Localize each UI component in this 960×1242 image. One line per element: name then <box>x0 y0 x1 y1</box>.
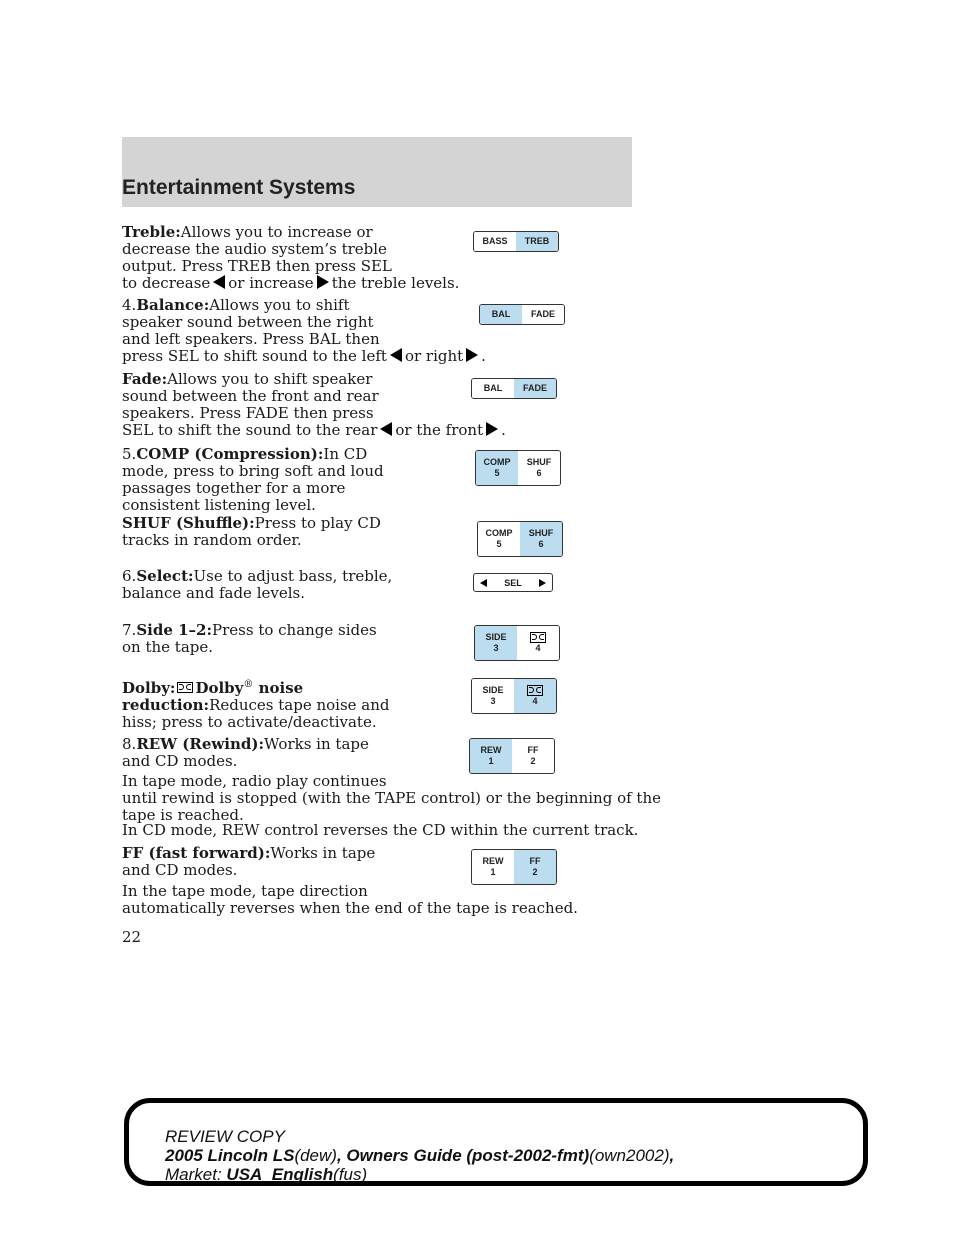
side-text: 7.Side 1–2:Press to change sides on the tape. <box>122 621 377 656</box>
comp-shuf-button-illustration-2 <box>477 521 563 557</box>
balance-text: 4.Balance:Allows you to shift speaker sound between the right and left speakers. Press BAL then press SEL to shift sound to the left or right . <box>122 296 486 365</box>
rew-text: 8.REW (Rewind):Works in tape and CD modes. <box>122 735 369 770</box>
shuf-text: SHUF (Shuffle):Press to play CD tracks in random order. <box>122 514 381 549</box>
side-dolby-button-illustration-2 <box>471 678 557 714</box>
rew-ff-button-illustration-2 <box>471 849 557 885</box>
side-segment: SIDE 3 <box>472 679 514 713</box>
bal-segment: BAL <box>472 379 514 398</box>
bal-fade-button-illustration <box>479 304 565 325</box>
right-arrow-icon <box>317 275 329 289</box>
footer-line-2: 2005 Lincoln LS(dew), Owners Guide (post-2002-fmt)(own2002), <box>165 1146 675 1165</box>
comp-shuf-button-illustration <box>475 450 561 486</box>
right-arrow-icon <box>486 422 498 436</box>
rew-ff-button-illustration <box>469 738 555 774</box>
rew-segment: REW 1 <box>470 739 512 773</box>
dolby-segment: 4 <box>517 626 559 660</box>
left-arrow-icon <box>380 422 392 436</box>
right-arrow-icon <box>539 579 546 587</box>
dolby-icon <box>530 632 546 643</box>
shuf-segment: SHUF 6 <box>520 522 562 556</box>
rew-cd-paragraph: In CD mode, REW control reverses the CD within the current track. <box>122 821 639 839</box>
bass-segment: BASS <box>474 232 516 251</box>
ff-text: FF (fast forward):Works in tape and CD modes. <box>122 844 376 879</box>
comp-text: 5.COMP (Compression):In CD mode, press to bring soft and loud passages together for a more consistent listening level. <box>122 445 384 514</box>
bass-treb-button-illustration <box>473 231 559 252</box>
rew-segment: REW 1 <box>472 850 514 884</box>
right-arrow-icon <box>466 348 478 362</box>
ff-segment: FF 2 <box>512 739 554 773</box>
bal-fade-button-illustration-2 <box>471 378 557 399</box>
treb-segment: TREB <box>516 232 558 251</box>
fade-segment: FADE <box>514 379 556 398</box>
fade-text: Fade:Allows you to shift speaker sound between the front and rear speakers. Press FADE then press SEL to shift the sound to the rear or the front . <box>122 370 506 439</box>
dolby-text: Dolby: Dolby® noise reduction:Reduces tape noise and hiss; press to activate/deactivate. <box>122 679 390 731</box>
comp-segment: COMP 5 <box>476 451 518 485</box>
bal-segment: BAL <box>480 305 522 324</box>
page-number: 22 <box>122 928 142 946</box>
ff-segment: FF 2 <box>514 850 556 884</box>
side-segment: SIDE 3 <box>475 626 517 660</box>
page-title: Entertainment Systems <box>122 176 356 199</box>
left-arrow-icon <box>213 275 225 289</box>
shuf-segment: SHUF 6 <box>518 451 560 485</box>
sel-button-illustration <box>473 573 553 592</box>
left-arrow-icon <box>480 579 487 587</box>
comp-segment: COMP 5 <box>478 522 520 556</box>
fade-segment: FADE <box>522 305 564 324</box>
dolby-segment: 4 <box>514 679 556 713</box>
footer-line-1: REVIEW COPY <box>165 1127 285 1146</box>
ff-paragraph: In the tape mode, tape direction automatically reverses when the end of the tape is reached. <box>122 882 578 917</box>
left-arrow-icon <box>390 348 402 362</box>
select-text: 6.Select:Use to adjust bass, treble, balance and fade levels. <box>122 567 393 602</box>
rew-paragraph: In tape mode, radio play continues until rewind is stopped (with the TAPE control) or the beginning of the tape is reached. <box>122 772 661 824</box>
dolby-icon <box>177 682 193 693</box>
dolby-icon <box>527 685 543 696</box>
sel-label: SEL <box>504 577 522 588</box>
side-dolby-button-illustration <box>474 625 560 661</box>
treble-text: Treble:Allows you to increase or decrease the audio system’s treble output. Press TREB then press SEL to decrease or increase the treble levels. <box>122 223 460 292</box>
footer-line-3: Market: USA_English(fus) <box>165 1165 368 1184</box>
